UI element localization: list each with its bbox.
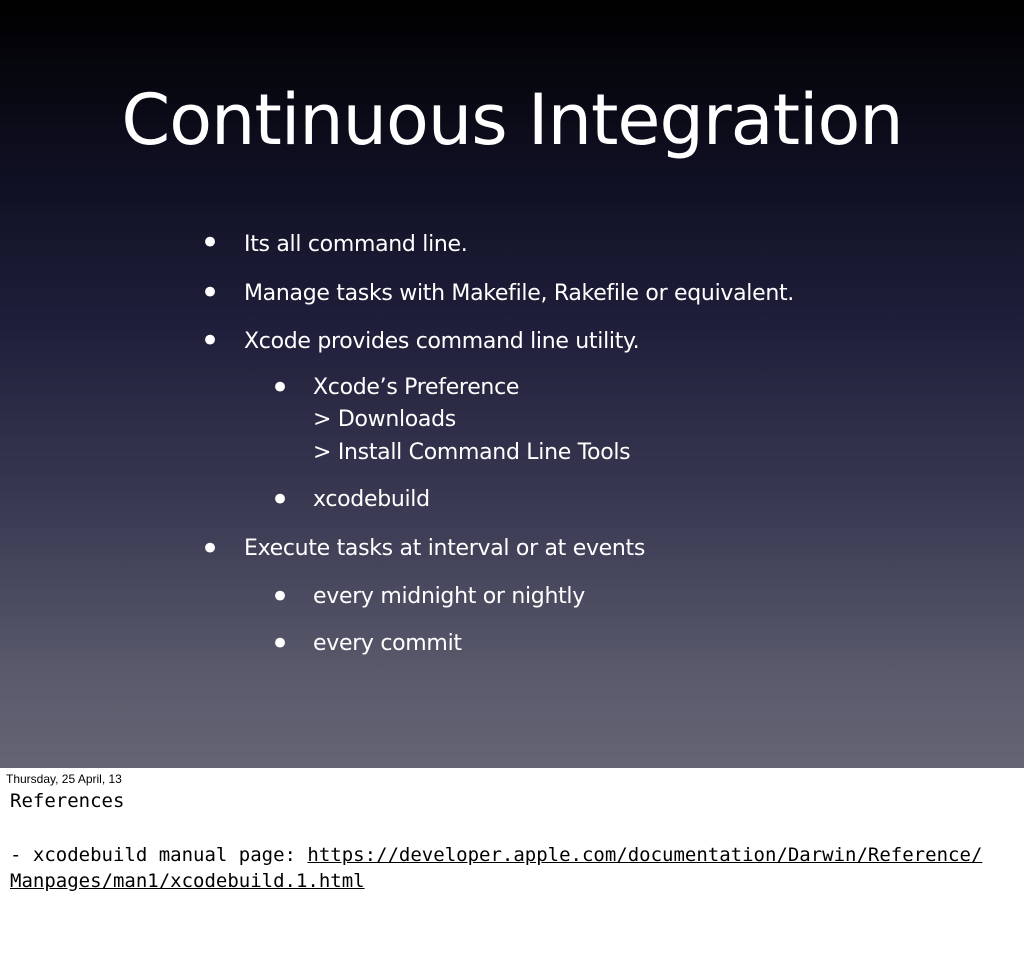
bullet-dot: • <box>200 273 221 313</box>
date-label: Thursday, 25 April, 13 <box>6 772 122 786</box>
sub-bullet-dot: • <box>270 368 291 408</box>
sub-bullet-text-line: > Downloads <box>313 407 456 432</box>
reference-item <box>10 842 1010 894</box>
reference-link-line1[interactable]: https://developer.apple.com/documentation/Darwin/Reference/ <box>307 844 983 866</box>
bullet-text: Xcode provides command line utility. <box>244 329 640 354</box>
reference-link-line2[interactable]: Manpages/man1/xcodebuild.1.html <box>10 870 365 892</box>
notes-heading: References <box>10 790 125 812</box>
reference-prefix: - xcodebuild manual page: <box>10 844 308 866</box>
sub-bullet-dot: • <box>270 624 291 664</box>
presenter-notes <box>0 768 1024 970</box>
bullet-text: Manage tasks with Makefile, Rakefile or equivalent. <box>244 281 794 306</box>
sub-bullet-text: xcodebuild <box>313 487 430 512</box>
bullet-dot: • <box>200 321 221 361</box>
bullet-text: Its all command line. <box>244 232 468 257</box>
sub-bullet-text-line: > Install Command Line Tools <box>313 440 631 465</box>
sub-bullet-text: every commit <box>313 631 462 656</box>
bullet-text: Execute tasks at interval or at events <box>244 536 646 561</box>
slide-title: Continuous Integration <box>121 79 903 161</box>
sub-bullet-dot: • <box>270 480 291 520</box>
sub-bullet-text-line: Xcode’s Preference <box>313 375 520 400</box>
bullet-dot: • <box>200 529 221 569</box>
sub-bullet-text: every midnight or nightly <box>313 584 585 609</box>
bullet-dot: • <box>200 223 221 263</box>
sub-bullet-dot: • <box>270 577 291 617</box>
